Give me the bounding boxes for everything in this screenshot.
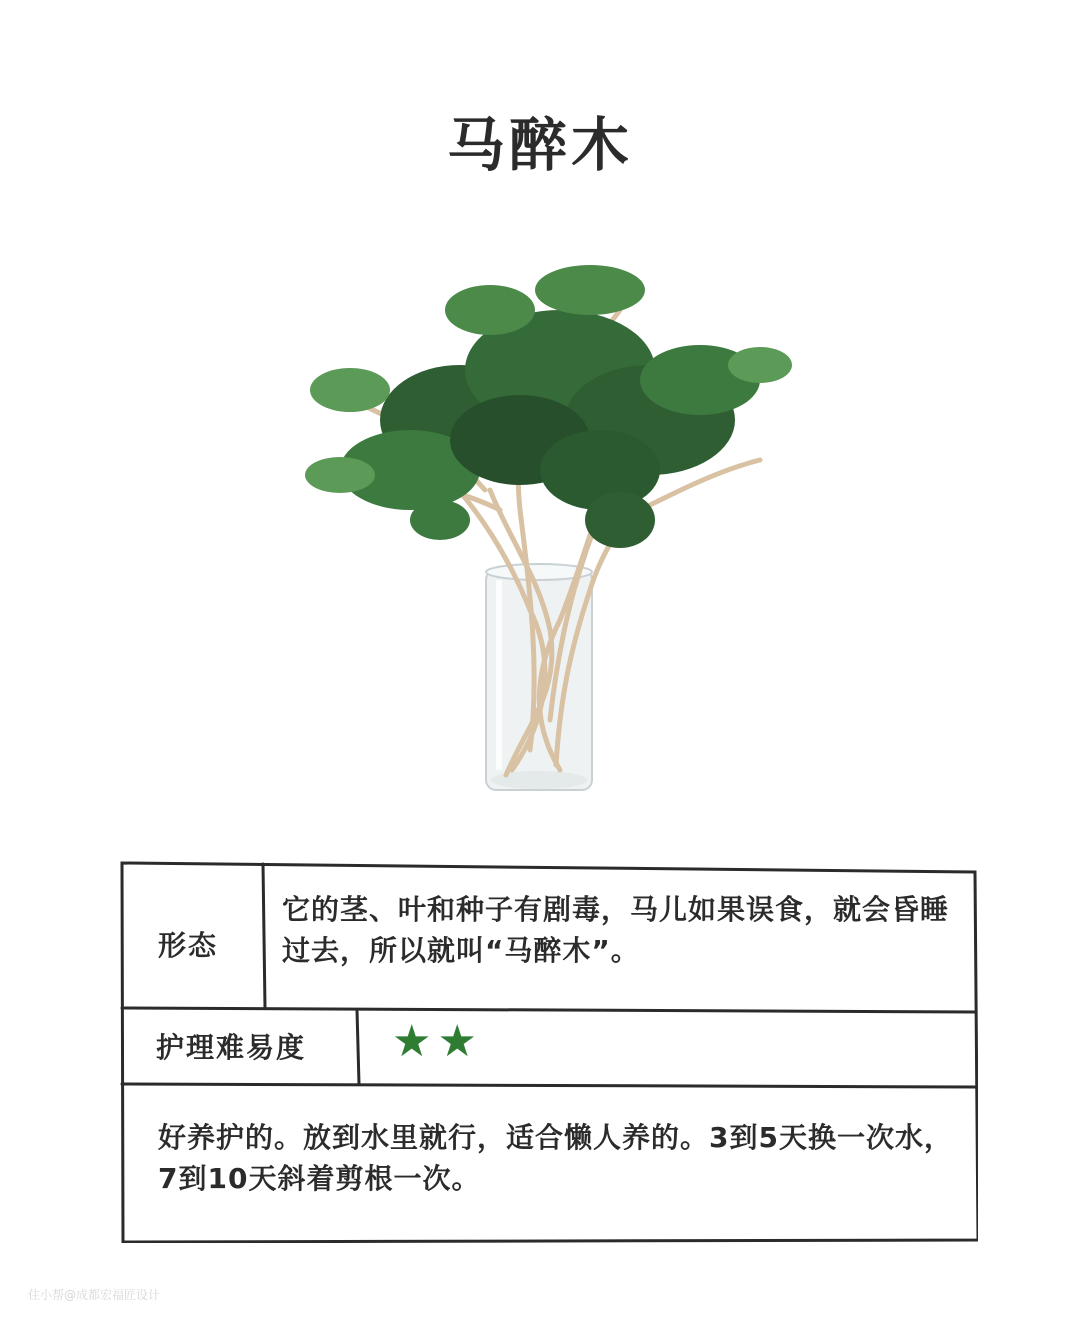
page-title: 马醉木: [446, 111, 633, 179]
difficulty-stars: ★★: [392, 1016, 483, 1067]
watermark: 住小帮@成都宏福匠设计: [28, 1288, 161, 1302]
plant-vase-illustration: [260, 250, 800, 810]
info-table: [120, 860, 978, 1243]
care-description: 好养护的。放到水里就行，适合懒人养的。3到5天换一次水，7到10天斜着剪根一次。: [158, 1121, 953, 1195]
form-description: 它的茎、叶和种子有剧毒，马儿如果误食，就会昏睡过去，所以就叫“马醉木”。: [282, 893, 950, 967]
form-label: 形态: [158, 929, 219, 962]
care-difficulty-label: 护理难易度: [156, 1031, 307, 1064]
plant-image: [260, 250, 800, 810]
plant-foliage: [305, 265, 792, 548]
